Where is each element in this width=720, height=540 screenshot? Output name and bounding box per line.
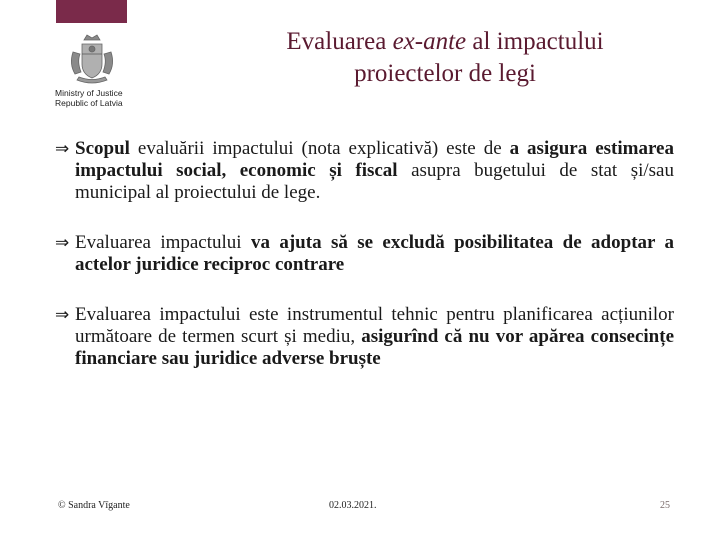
coat-of-arms-icon (67, 34, 117, 86)
implies-arrow-icon: ⇒ (55, 139, 70, 159)
footer-author: © Sandra Vīgante (58, 500, 130, 511)
logo-line-1: Ministry of Justice (55, 88, 123, 98)
logo-line-2: Republic of Latvia (55, 98, 123, 108)
footer-date: 02.03.2021. (329, 500, 377, 511)
implies-arrow-icon: ⇒ (55, 305, 70, 325)
bullet-item: ⇒ Scopul evaluării impactului (nota explicativă) este de a asigura estimarea impactului social, economic și fiscal asupra bugetului de stat și/sau municipal al proiectului de lege. (55, 138, 674, 203)
page-number: 25 (660, 500, 670, 511)
implies-arrow-icon: ⇒ (55, 233, 70, 253)
accent-bar (56, 0, 127, 23)
bullet-list (56, 138, 674, 398)
ministry-logo (50, 34, 134, 120)
bullet-item: ⇒ Evaluarea impactului va ajuta să se excludă posibilitatea de adoptar a actelor juridice reciproc contrare (55, 232, 674, 275)
bullet-item: ⇒ Evaluarea impactului este instrumentul tehnic pentru planificarea acțiunilor următoare de termen scurt și mediu, asigurînd că nu vor apărea consecințe financiare sau juridice adverse bruște (55, 304, 675, 369)
slide-title (190, 26, 700, 90)
title-line-2: proiectelor de legi (354, 60, 536, 87)
title-line-1: Evaluarea ex-ante al impactului (286, 28, 604, 55)
